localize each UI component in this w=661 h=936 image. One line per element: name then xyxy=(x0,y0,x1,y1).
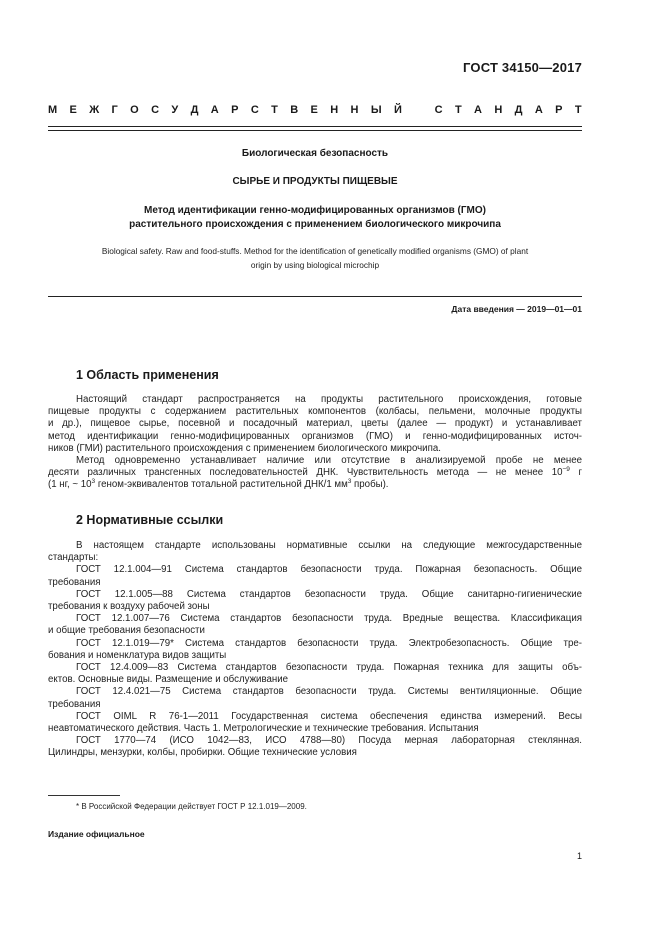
introduction-date: Дата введения — 2019—01—01 xyxy=(451,304,582,314)
date-rule xyxy=(48,296,582,297)
title-english-line-1: Biological safety. Raw and food-stuffs. Method for the identification of genetically modified organisms (GMO) of plant xyxy=(101,246,529,256)
standard-code: ГОСТ 34150—2017 xyxy=(463,60,582,75)
title-group: Биологическая безопасность xyxy=(241,148,389,159)
banner-letter: Н xyxy=(330,104,339,116)
banner-letter: У xyxy=(171,104,179,116)
title-method xyxy=(48,204,582,232)
banner-letter: М xyxy=(48,104,58,116)
reference-line: бования и номенклатура видов защиты xyxy=(48,649,227,661)
section-2-heading: 2 Нормативные ссылки xyxy=(76,513,224,527)
banner-letter: Е xyxy=(69,104,77,116)
footnote-rule xyxy=(48,795,120,796)
reference-line: неавтоматического действия. Часть 1. Метрологические и технические требования. Испытания xyxy=(48,723,479,735)
section-2-body xyxy=(48,540,582,760)
banner-letter: О xyxy=(130,104,139,116)
banner-letter: С xyxy=(434,104,443,116)
paragraph-line: Метод одновременно устанавливает наличие или отсутствие в анализируемой пробе не менее xyxy=(76,455,582,467)
superscript: 3 xyxy=(91,478,96,486)
interstate-standard-banner xyxy=(48,104,582,116)
paragraph-line: пищевые продукты с содержанием растительных компонентов (колбасы, пельмени, молочные продукты xyxy=(48,406,582,418)
banner-letter: А xyxy=(474,104,482,116)
banner-letter: Й xyxy=(394,104,402,116)
banner-letter: А xyxy=(210,104,219,116)
footnote: * В Российской Федерации действует ГОСТ Р 12.1.019—2009. xyxy=(76,802,307,811)
title-method-line-1: Метод идентификации генно-модифицированных организмов (ГМО) xyxy=(144,205,486,216)
text-fragment: (1 нг, ~ 10 xyxy=(48,479,92,491)
reference-line: ГОСТ OIML R 76-1—2011 Государственная система обеспечения единства измерений. Весы xyxy=(76,710,582,722)
paragraph-line: Настоящий стандарт распространяется на продукты растительного происхождения, готовые xyxy=(76,394,582,405)
banner-letter: Т xyxy=(454,104,462,116)
reference-line: стандарты: xyxy=(48,552,99,564)
reference-line: и общие требования безопасности xyxy=(48,625,205,637)
title-main: СЫРЬЕ И ПРОДУКТЫ ПИЩЕВЫЕ xyxy=(232,176,398,187)
reference-line: Цилиндры, мензурки, колбы, пробирки. Общие технические условия xyxy=(48,747,357,759)
banner-gap xyxy=(414,104,422,116)
paragraph-line xyxy=(48,467,582,479)
superscript: 3 xyxy=(347,478,352,486)
reference-line: ектов. Основные виды. Размещение и обслуживание xyxy=(48,674,289,686)
reference-line: ГОСТ 12.1.019—79* Система стандартов безопасности труда. Электробезопасность. Общие тре- xyxy=(76,637,582,649)
reference-line: ГОСТ 12.4.009—83 Система стандартов безопасности труда. Пожарная техника для защиты объ- xyxy=(76,662,582,674)
text-fragment: геном-эквивалентов тотальной растительной ДНК/1 мм xyxy=(95,479,348,491)
reference-line: ГОСТ 12.1.007—76 Система стандартов безопасности труда. Вредные вещества. Классификация xyxy=(76,613,582,625)
banner-letter: Р xyxy=(231,104,239,116)
reference-line: требования xyxy=(48,698,101,710)
paragraph-line: и др.), пищевое сырье, посевной и посадочный материал, цветы (далее — продукт) и устанавливает xyxy=(48,418,582,430)
reference-line: В настоящем стандарте использованы нормативные ссылки на следующие межгосударственные xyxy=(76,540,582,551)
superscript: −9 xyxy=(562,466,570,474)
title-english xyxy=(48,244,582,272)
reference-line: ГОСТ 12.4.021—75 Система стандартов безопасности труда. Системы вентиляционные. Общие xyxy=(76,686,582,698)
text-fragment: десяти различных трансгенных последовательностей ДНК. Чувствительность метода — не менее 10 xyxy=(48,467,563,479)
banner-letter: С xyxy=(250,104,259,116)
official-edition-label: Издание официальное xyxy=(48,829,145,839)
section-1-body xyxy=(48,394,582,492)
banner-letter: В xyxy=(290,104,299,116)
text-fragment: г xyxy=(569,467,582,479)
paragraph-line: ников (ГМИ) растительного происхождения с применением биологического микрочипа. xyxy=(48,442,441,454)
reference-line: требования xyxy=(48,576,101,588)
banner-letter: Г xyxy=(111,104,118,116)
banner-letter: Н xyxy=(350,104,359,116)
banner-letter: Н xyxy=(494,104,503,116)
title-method-line-2: растительного происхождения с применением биологического микрочипа xyxy=(129,219,501,230)
title-english-line-2: origin by using biological microchip xyxy=(250,260,380,270)
reference-line: ГОСТ 12.1.004—91 Система стандартов безопасности труда. Пожарная безопасность. Общие xyxy=(76,564,582,576)
banner-letter: Р xyxy=(555,104,563,116)
text-fragment: пробы). xyxy=(351,479,389,491)
banner-letter: Ж xyxy=(89,104,100,116)
header-rule-bottom xyxy=(48,130,582,131)
reference-line: требования к воздуху рабочей зоны xyxy=(48,601,210,613)
banner-letter: Ы xyxy=(370,104,382,116)
banner-letter: Т xyxy=(271,104,278,116)
reference-line: ГОСТ 12.1.005—88 Система стандартов безопасности труда. Общие санитарно-гигиенические xyxy=(76,588,582,600)
banner-letter: А xyxy=(534,104,543,116)
banner-letter: Е xyxy=(310,104,318,116)
page-number: 1 xyxy=(576,851,582,861)
banner-letter: Д xyxy=(514,104,523,116)
banner-letter: Д xyxy=(190,104,199,116)
banner-letter: С xyxy=(151,104,160,116)
section-1-heading: 1 Область применения xyxy=(76,368,219,382)
banner-letter: Т xyxy=(574,104,582,116)
reference-line: ГОСТ 1770—74 (ИСО 1042—83, ИСО 4788—80) Посуда мерная лабораторная стеклянная. xyxy=(76,735,582,747)
paragraph-line xyxy=(48,479,582,491)
header-rule-top xyxy=(48,126,582,127)
paragraph-line: метод идентификации генно-модифицированных организмов (ГМО) и генно-модифицированных источ- xyxy=(48,430,582,442)
